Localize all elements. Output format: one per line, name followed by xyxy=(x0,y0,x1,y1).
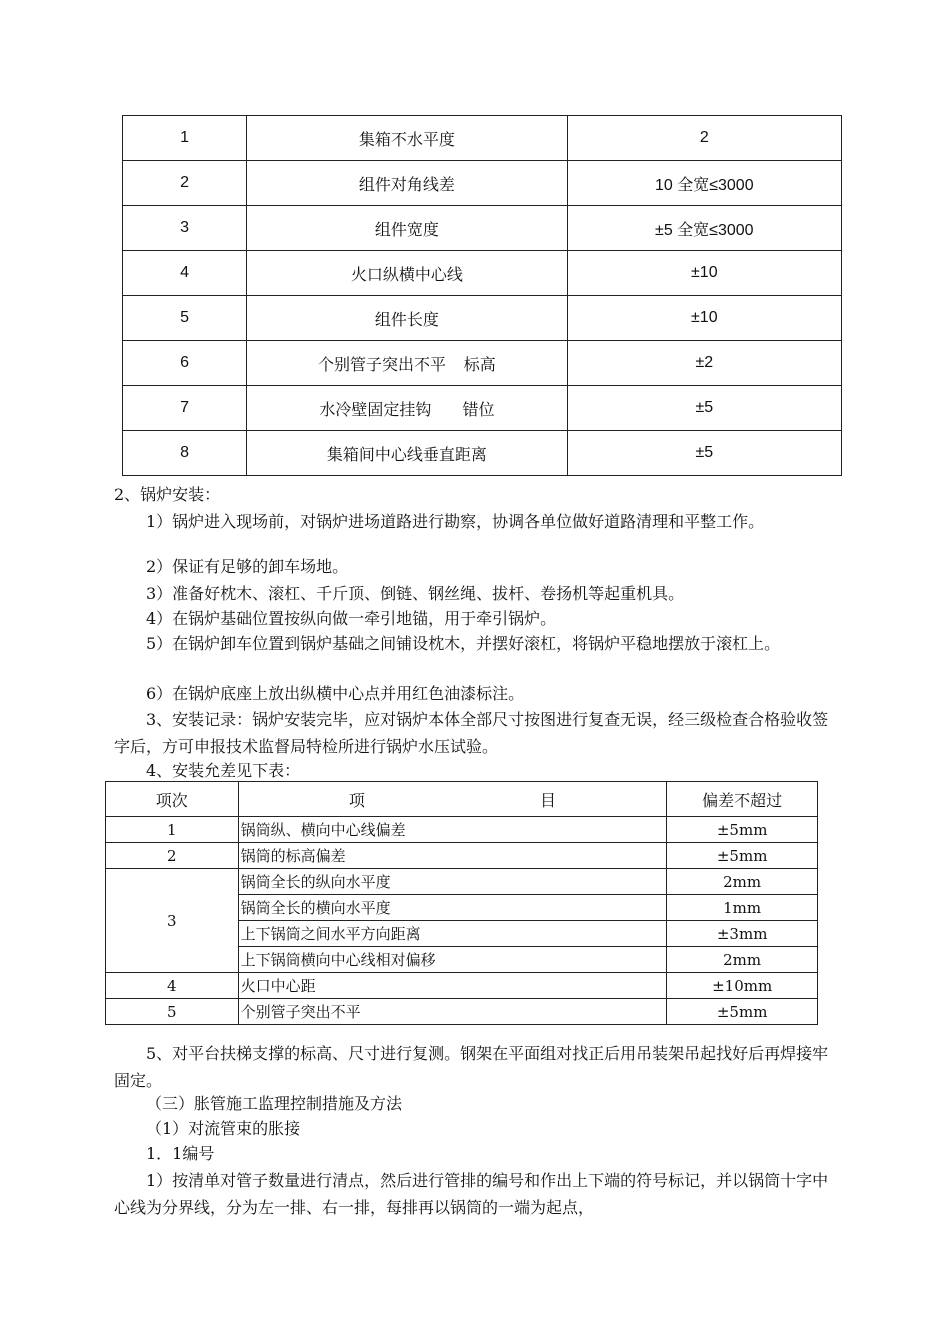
paragraph: 4）在锅炉基础位置按纵向做一牵引地锚，用于牵引锅炉。 xyxy=(146,609,557,628)
table-cell: 上下锅筒横向中心线相对偏移 xyxy=(238,947,667,973)
table-cell: ±5mm xyxy=(667,817,818,843)
table-cell: 锅筒全长的横向水平度 xyxy=(238,895,667,921)
table-cell: 5 xyxy=(106,999,239,1025)
table-cell: 个别管子突出不平 xyxy=(238,999,667,1025)
table-cell: 个别管子突出不平 标高 xyxy=(247,341,567,386)
table-cell: 组件对角线差 xyxy=(247,161,567,206)
table-row xyxy=(123,161,842,206)
table-cell: 水冷壁固定挂钩 错位 xyxy=(247,386,567,431)
table-cell: 4 xyxy=(106,973,239,999)
table-cell: 上下锅筒之间水平方向距离 xyxy=(238,921,667,947)
table-cell: ±10 xyxy=(567,296,841,341)
table-cell: 集箱不水平度 xyxy=(247,116,567,161)
section-heading: （三）胀管施工监理控制措施及方法 xyxy=(146,1094,403,1113)
table-cell: 2mm xyxy=(667,947,818,973)
header-label: 项 目 xyxy=(348,790,556,810)
table-cell: 3 xyxy=(123,206,247,251)
table-cell: ±10 xyxy=(567,251,841,296)
table-row xyxy=(123,431,842,476)
table-row xyxy=(106,843,818,869)
table-row xyxy=(123,341,842,386)
paragraph: 2）保证有足够的卸车场地。 xyxy=(146,557,349,576)
table-row xyxy=(123,116,842,161)
paragraph: 1）锅炉进入现场前，对锅炉进场道路进行勘察，协调各单位做好道路清理和平整工作。 xyxy=(146,512,765,531)
table-cell: 2 xyxy=(567,116,841,161)
table-cell: ±5mm xyxy=(667,843,818,869)
table-row xyxy=(106,869,818,895)
table-cell: 10 全宽≤3000 xyxy=(567,161,841,206)
table-row xyxy=(106,999,818,1025)
table-cell: 锅筒全长的纵向水平度 xyxy=(238,869,667,895)
paragraph: 1）按清单对管子数量进行清点，然后进行管排的编号和作出上下端的符号标记，并以锅筒十字中心线为分界线，分为左一排、右一排，每排再以锅筒的一端为起点， xyxy=(114,1171,829,1217)
table-row xyxy=(123,206,842,251)
table-cell: 1 xyxy=(123,116,247,161)
table-row xyxy=(123,296,842,341)
table-cell: 6 xyxy=(123,341,247,386)
paragraph: 4、安装允差见下表： xyxy=(146,761,301,780)
subsection-heading: 1．1编号 xyxy=(146,1144,215,1163)
table-cell: 锅筒纵、横向中心线偏差 xyxy=(238,817,667,843)
paragraph: 6）在锅炉底座上放出纵横中心点并用红色油漆标注。 xyxy=(146,684,525,703)
paragraph: 3）准备好枕木、滚杠、千斤顶、倒链、钢丝绳、拔杆、卷扬机等起重机具。 xyxy=(146,584,685,603)
table-cell: 2 xyxy=(106,843,239,869)
table-header-row xyxy=(106,782,818,817)
table-cell: 组件宽度 xyxy=(247,206,567,251)
table-cell: 锅筒的标高偏差 xyxy=(238,843,667,869)
table-cell: ±5mm xyxy=(667,999,818,1025)
table-cell: 3 xyxy=(106,869,239,973)
header-cell: 偏差不超过 xyxy=(667,782,818,817)
table-cell: 7 xyxy=(123,386,247,431)
header-cell xyxy=(238,782,667,817)
table-row xyxy=(106,817,818,843)
table-cell: ±5 xyxy=(567,431,841,476)
table-row xyxy=(106,973,818,999)
table-cell: ±3mm xyxy=(667,921,818,947)
table-cell: 1mm xyxy=(667,895,818,921)
table-cell: 组件长度 xyxy=(247,296,567,341)
section-heading: 2、锅炉安装： xyxy=(114,485,221,504)
table-cell: 火口中心距 xyxy=(238,973,667,999)
table-cell: 集箱间中心线垂直距离 xyxy=(247,431,567,476)
table-cell: 8 xyxy=(123,431,247,476)
table-cell: 5 xyxy=(123,296,247,341)
table-cell: 1 xyxy=(106,817,239,843)
table-cell: ±5 xyxy=(567,386,841,431)
table-cell: 4 xyxy=(123,251,247,296)
table-row xyxy=(123,386,842,431)
tolerance-table-1 xyxy=(122,115,842,476)
table-cell: 2mm xyxy=(667,869,818,895)
header-cell: 项次 xyxy=(106,782,239,817)
table-cell: ±5 全宽≤3000 xyxy=(567,206,841,251)
paragraph: 5）在锅炉卸车位置到锅炉基础之间铺设枕木，并摆好滚杠，将锅炉平稳地摆放于滚杠上。 xyxy=(146,634,781,653)
table-cell: 2 xyxy=(123,161,247,206)
table-cell: ±2 xyxy=(567,341,841,386)
tolerance-table-2 xyxy=(105,781,818,1025)
subsection-heading: （1）对流管束的胀接 xyxy=(146,1119,301,1138)
table-cell: ±10mm xyxy=(667,973,818,999)
table-cell: 火口纵横中心线 xyxy=(247,251,567,296)
table-row xyxy=(123,251,842,296)
paragraph: 5、对平台扶梯支撑的标高、尺寸进行复测。钢架在平面组对找正后用吊装架吊起找好后再焊接牢固定。 xyxy=(114,1044,829,1090)
paragraph: 3、安装记录：锅炉安装完毕，应对锅炉本体全部尺寸按图进行复查无误，经三级检查合格验收签字后，方可申报技术监督局特检所进行锅炉水压试验。 xyxy=(114,710,829,756)
